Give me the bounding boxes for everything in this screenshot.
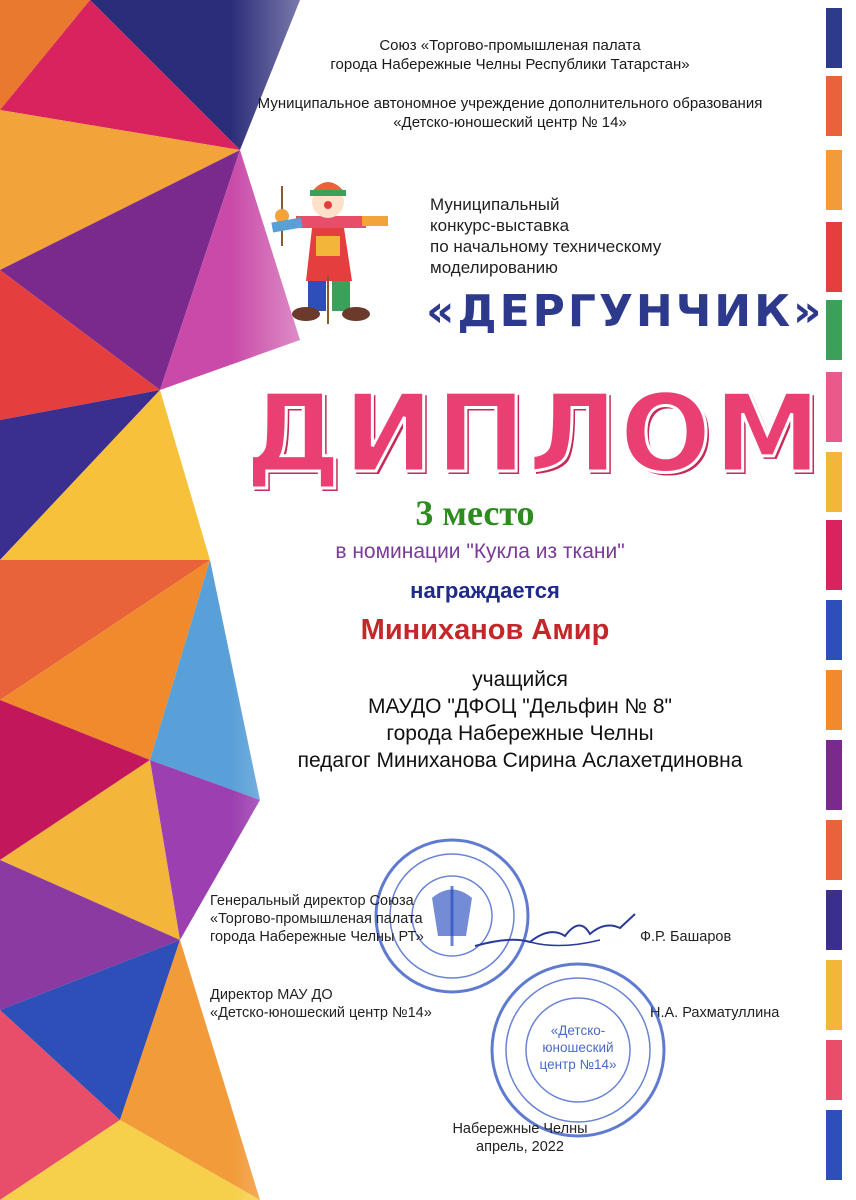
color-stripe: [826, 452, 842, 512]
awarded-label: награждается: [410, 578, 560, 603]
signatory-union-title: Генеральный директор Союза: [210, 893, 414, 909]
puppet-illustration: [262, 176, 392, 326]
recipient-city: города Набережные Челны: [386, 722, 654, 745]
signatory-center-org: «Детско-юношеский центр №14»: [210, 1005, 432, 1021]
organizer-center-line1: Муниципальное автономное учреждение дополнительного образования: [257, 95, 763, 112]
color-stripe: [826, 820, 842, 880]
contest-line3: по начальному техническому: [430, 237, 662, 256]
footer-city: Набережные Челны: [452, 1121, 588, 1137]
contest-line1: Муниципальный: [430, 195, 560, 214]
color-stripe: [826, 300, 842, 360]
signatory-union-org2: города Набережные Челны РТ»: [210, 929, 424, 945]
recipient-school: МАУДО "ДФОЦ "Дельфин № 8": [367, 695, 673, 718]
signatory-union-org1: «Торгово-промышленая палата: [210, 911, 423, 927]
footer-place-date: [420, 1120, 620, 1156]
place-award: 3 место: [415, 493, 535, 533]
recipient-info: [240, 666, 800, 774]
contest-line4: моделированию: [430, 258, 558, 277]
color-stripe: [826, 372, 842, 442]
handwritten-signature: [470, 906, 640, 966]
organizer-union-line1: Союз «Торгово-промышленая палата: [379, 37, 641, 54]
recipient-name: Миниханов Амир: [360, 614, 610, 646]
footer-date: апрель, 2022: [476, 1139, 564, 1155]
organizer-center-line2: «Детско-юношеский центр № 14»: [393, 114, 627, 131]
contest-brand-title: «ДЕРГУНЧИК»: [426, 286, 825, 337]
recipient-status: учащийся: [472, 668, 568, 691]
color-stripe: [826, 222, 842, 292]
color-stripe: [826, 1110, 842, 1180]
signatory-center: [210, 986, 432, 1022]
color-stripe: [826, 150, 842, 210]
stamp-center-text: «Детско-юношеский центр №14»: [539, 1023, 617, 1072]
color-stripe: [826, 960, 842, 1030]
diploma-title: ДИПЛОМ: [245, 372, 823, 497]
nomination: в номинации "Кукла из ткани": [335, 540, 625, 563]
color-stripe: [826, 890, 842, 950]
organizer-center: [190, 94, 830, 132]
color-stripe: [826, 740, 842, 810]
teacher-name: педагог Миниханова Сирина Аслахетдиновна: [297, 749, 743, 772]
color-stripe: [826, 670, 842, 730]
signatory-center-title: Директор МАУ ДО: [210, 987, 333, 1003]
color-stripe: [826, 520, 842, 590]
signatory-center-name: Н.А. Рахматуллина: [650, 1005, 780, 1021]
contest-line2: конкурс-выставка: [430, 216, 570, 235]
color-stripe: [826, 600, 842, 660]
signatory-union-name: Ф.Р. Башаров: [640, 929, 732, 945]
organizer-union-line2: города Набережные Челны Республики Татарстан»: [330, 56, 690, 73]
signatory-union: [210, 892, 424, 946]
contest-description: [430, 194, 661, 278]
color-stripe: [826, 1040, 842, 1100]
organizer-union: [190, 36, 830, 74]
